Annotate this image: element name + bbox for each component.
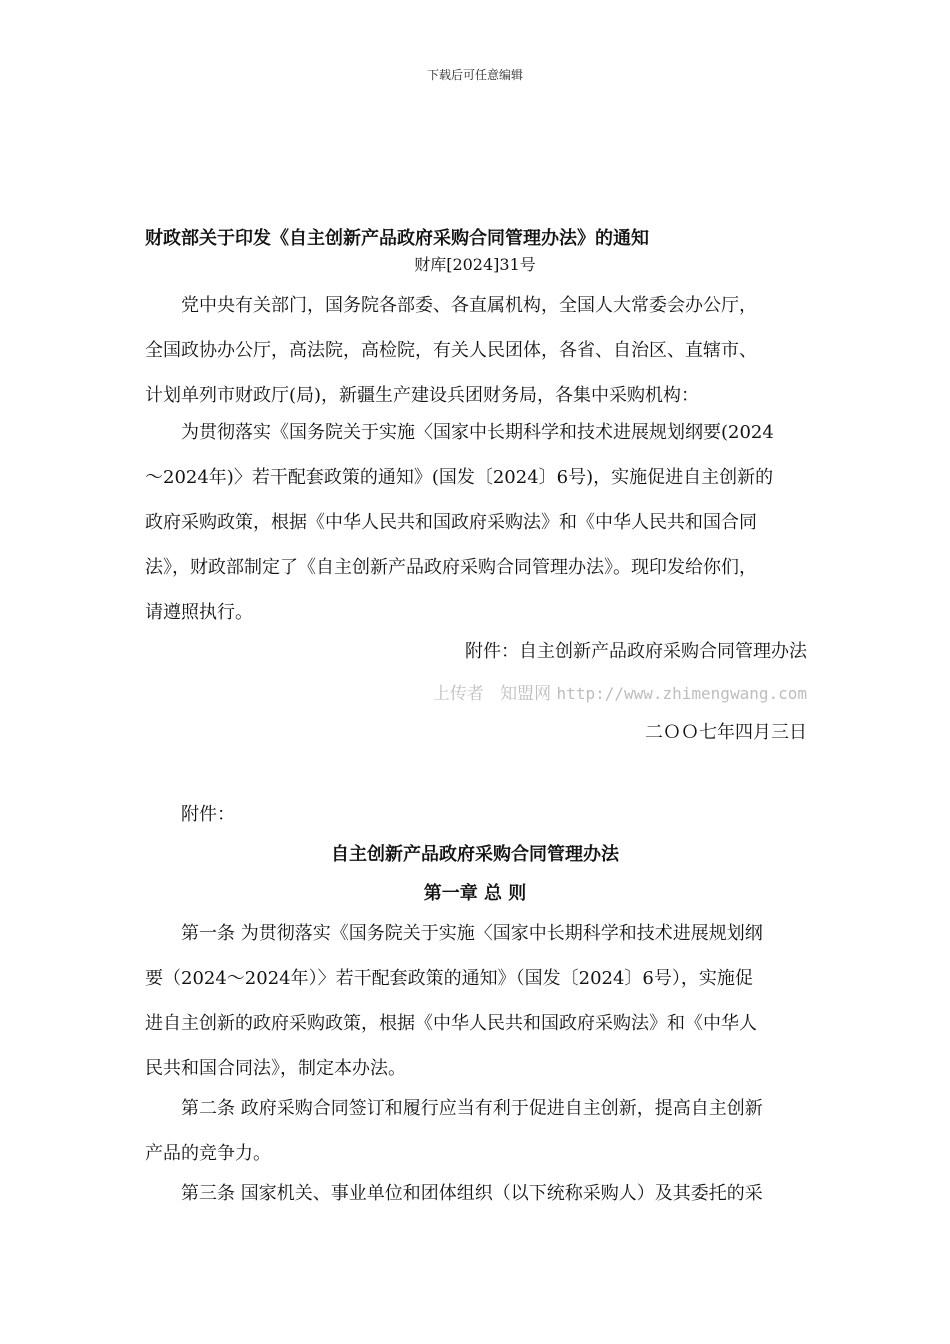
notice-body-paragraph bbox=[145, 410, 817, 635]
watermark-uploader: 上传者 bbox=[432, 684, 484, 704]
article-3-paragraph bbox=[145, 1171, 817, 1216]
body-line: 政府采购政策，根据《中华人民共和国政府采购法》和《中华人民共和国合同 bbox=[145, 512, 757, 533]
article-line: 要（2024～2024年）〉若干配套政策的通知》（国发〔2024〕6号），实施促 bbox=[145, 968, 753, 989]
article-1-paragraph bbox=[145, 911, 817, 1091]
chapter-heading: 第一章 总 则 bbox=[423, 883, 527, 904]
watermark bbox=[433, 679, 807, 704]
article-line: 第二条 政府采购合同签订和履行应当有利于促进自主创新，提高自主创新 bbox=[181, 1098, 763, 1119]
appendix-title: 自主创新产品政府采购合同管理办法 bbox=[331, 844, 619, 865]
notice-date: 二ＯＯ七年四月三日 bbox=[645, 722, 807, 743]
article-line: 进自主创新的政府采购政策，根据《中华人民共和国政府采购法》和《中华人 bbox=[145, 1013, 757, 1034]
attachment-reference: 附件：自主创新产品政府采购合同管理办法 bbox=[465, 641, 807, 662]
article-line: 产品的竞争力。 bbox=[145, 1143, 271, 1164]
watermark-site: 知盟网 bbox=[500, 684, 552, 704]
addressees-line: 计划单列市财政厅(局)，新疆生产建设兵团财务局，各集中采购机构： bbox=[145, 385, 700, 406]
appendix-label: 附件： bbox=[181, 804, 235, 825]
edit-note: 下载后可任意编辑 bbox=[426, 68, 523, 82]
article-line: 第一条 为贯彻落实《国务院关于实施〈国家中长期科学和技术进展规划纲 bbox=[181, 923, 763, 944]
addressees-line: 党中央有关部门，国务院各部委、各直属机构，全国人大常委会办公厅， bbox=[181, 295, 757, 316]
body-line: 法》，财政部制定了《自主创新产品政府采购合同管理办法》。现印发给你们， bbox=[145, 557, 757, 578]
body-line: ～2024年)〉若干配套政策的通知》(国发〔2024〕6号)，实施促进自主创新的 bbox=[145, 467, 774, 488]
addressees-line: 全国政协办公厅，高法院，高检院，有关人民团体，各省、自治区、直辖市、 bbox=[145, 340, 757, 361]
body-line: 请遵照执行。 bbox=[145, 602, 253, 623]
article-line: 第三条 国家机关、事业单位和团体组织（以下统称采购人）及其委托的采 bbox=[181, 1183, 763, 1204]
article-2-paragraph bbox=[145, 1086, 817, 1176]
body-line: 为贯彻落实《国务院关于实施〈国家中长期科学和技术进展规划纲要(2024 bbox=[181, 422, 774, 443]
article-line: 民共和国合同法》，制定本办法。 bbox=[145, 1058, 406, 1079]
notice-title: 财政部关于印发《自主创新产品政府采购合同管理办法》的通知 bbox=[145, 228, 649, 249]
document-number: 财库[2024]31号 bbox=[414, 255, 536, 274]
watermark-url: http://www.zhimengwang.com bbox=[556, 684, 807, 703]
addressees-paragraph bbox=[145, 283, 817, 418]
